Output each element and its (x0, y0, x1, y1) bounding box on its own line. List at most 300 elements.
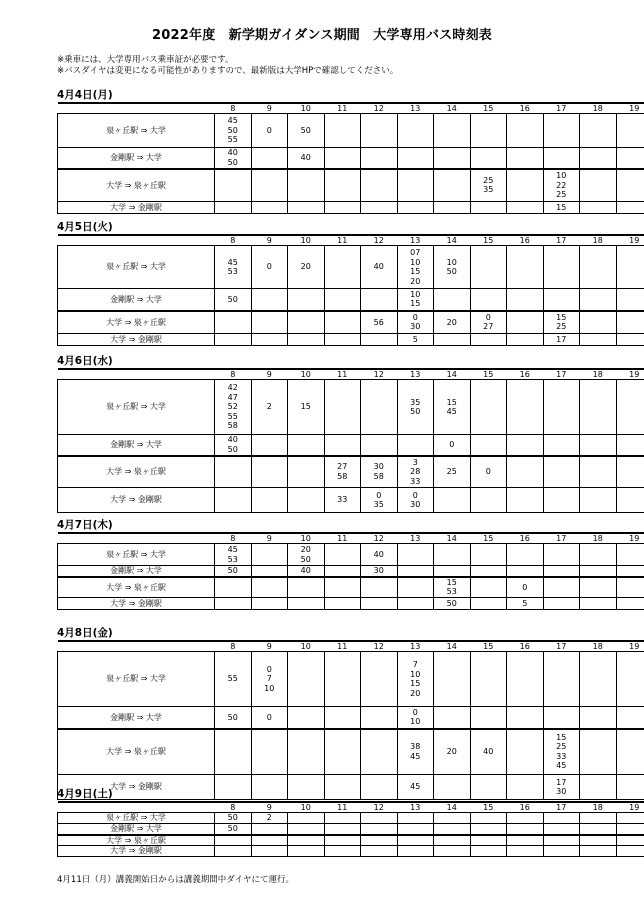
departure-cell (434, 566, 471, 577)
timetable (57, 234, 644, 346)
day-block (57, 89, 640, 214)
hour-header: 17 (543, 235, 580, 246)
departure-minute: 40 (300, 566, 311, 575)
hour-header: 13 (397, 802, 434, 813)
departure-cell (361, 148, 398, 169)
hour-header: 12 (361, 235, 398, 246)
departure-cell (507, 707, 544, 729)
departure-cell (397, 456, 434, 488)
departure-minute: 35 (373, 500, 384, 509)
departure-cell (580, 813, 617, 824)
departure-cell (470, 544, 507, 566)
hour-header-blank (58, 103, 215, 114)
route-univ-to-kongo: 大学 ⇒ 金剛駅 (58, 334, 215, 346)
footer-note: 4月11日（月）講義開始日からは講義期間中ダイヤにて運行。 (57, 875, 295, 885)
departure-cell (288, 652, 325, 707)
departure-cell (616, 456, 644, 488)
departure-minute: 20 (410, 688, 421, 698)
departure-minute: 27 (483, 322, 494, 332)
departure-cell (288, 488, 325, 513)
departure-cell (215, 311, 252, 334)
notes (57, 55, 398, 77)
departure-minute: 52 (227, 402, 238, 412)
departure-minute: 25 (556, 322, 567, 332)
departure-cell (288, 813, 325, 824)
departure-cell (215, 114, 252, 148)
departure-cell (324, 169, 361, 202)
departure-cell (361, 488, 398, 513)
departure-minute: 50 (300, 125, 311, 135)
departure-cell (324, 707, 361, 729)
departure-cell (288, 202, 325, 214)
departure-cell (361, 435, 398, 456)
departure-cell (543, 824, 580, 835)
route-univ-to-kongo: 大学 ⇒ 金剛駅 (58, 598, 215, 610)
departure-cell (580, 202, 617, 214)
departure-cell (470, 311, 507, 334)
departure-cell (507, 488, 544, 513)
departure-minute: 33 (556, 751, 567, 761)
departure-cell (397, 246, 434, 289)
departure-minute: 15 (446, 577, 457, 587)
departure-cell (397, 577, 434, 598)
departure-cell (543, 435, 580, 456)
departure-minute: 50 (227, 712, 238, 722)
departure-cell (507, 148, 544, 169)
departure-minute: 45 (227, 116, 238, 126)
departure-cell (543, 488, 580, 513)
departure-cell (507, 598, 544, 610)
departure-cell (361, 289, 398, 311)
departure-cell (434, 246, 471, 289)
departure-minute: 0 (266, 125, 272, 135)
hour-header: 9 (251, 235, 288, 246)
departure-cell (361, 598, 398, 610)
departure-cell (543, 813, 580, 824)
departure-minute: 0 (412, 312, 418, 322)
departure-cell (470, 148, 507, 169)
hour-header: 12 (361, 802, 398, 813)
departure-cell (288, 435, 325, 456)
departure-cell (324, 598, 361, 610)
table-row (58, 544, 644, 566)
route-univ-to-izumigaoka: 大学 ⇒ 泉ヶ丘駅 (58, 169, 215, 202)
hour-header: 8 (215, 641, 252, 652)
departure-cell (397, 334, 434, 346)
departure-cell (215, 456, 252, 488)
departure-cell (251, 707, 288, 729)
hour-header: 9 (251, 802, 288, 813)
departure-cell (288, 289, 325, 311)
departure-cell (507, 824, 544, 835)
departure-minute: 40 (483, 747, 494, 756)
departure-cell (324, 652, 361, 707)
departure-cell (251, 380, 288, 435)
day-block (57, 355, 640, 513)
departure-minute: 45 (410, 782, 421, 792)
departure-cell (361, 246, 398, 289)
departure-cell (616, 114, 644, 148)
hour-header: 15 (470, 641, 507, 652)
departure-cell (397, 824, 434, 835)
departure-cell (251, 824, 288, 835)
departure-cell (324, 456, 361, 488)
departure-minute: 7 (412, 660, 418, 669)
departure-cell (397, 169, 434, 202)
departure-cell (507, 456, 544, 488)
departure-minute: 25 (446, 467, 457, 476)
departure-cell (324, 148, 361, 169)
route-kongo-to-univ: 金剛駅 ⇒ 大学 (58, 707, 215, 729)
hour-header: 12 (361, 103, 398, 114)
departure-cell (543, 114, 580, 148)
departure-cell (397, 598, 434, 610)
route-univ-to-kongo: 大学 ⇒ 金剛駅 (58, 202, 215, 214)
hour-header: 11 (324, 641, 361, 652)
departure-cell (580, 456, 617, 488)
note-schedule-change: ※バスダイヤは変更になる可能性がありますので、最新版は大学HPで確認してください。 (57, 66, 399, 76)
departure-cell (543, 148, 580, 169)
table-row (58, 435, 644, 456)
departure-cell (507, 289, 544, 311)
departure-cell (616, 246, 644, 289)
departure-cell (507, 835, 544, 846)
departure-cell (434, 148, 471, 169)
departure-minute: 50 (446, 267, 457, 276)
departure-cell (543, 289, 580, 311)
departure-cell (324, 246, 361, 289)
hour-header: 8 (215, 533, 252, 544)
departure-cell (470, 566, 507, 577)
hour-header: 19 (616, 369, 644, 380)
hour-header: 11 (324, 103, 361, 114)
departure-cell (215, 729, 252, 775)
table-row (58, 846, 644, 857)
route-univ-to-kongo: 大学 ⇒ 金剛駅 (58, 775, 215, 800)
departure-cell (215, 835, 252, 846)
departure-cell (215, 813, 252, 824)
departure-cell (616, 824, 644, 835)
departure-cell (361, 334, 398, 346)
departure-minute: 15 (556, 312, 567, 322)
departure-cell (397, 435, 434, 456)
departure-minute: 0 (485, 467, 491, 476)
departure-cell (507, 114, 544, 148)
departure-cell (397, 311, 434, 334)
route-univ-to-izumigaoka: 大学 ⇒ 泉ヶ丘駅 (58, 456, 215, 488)
departure-minute: 38 (410, 742, 421, 752)
route-univ-to-izumigaoka: 大学 ⇒ 泉ヶ丘駅 (58, 311, 215, 334)
hour-header: 13 (397, 369, 434, 380)
departure-minute: 58 (373, 471, 384, 481)
departure-cell (215, 289, 252, 311)
departure-minute: 50 (227, 566, 238, 575)
departure-cell (215, 148, 252, 169)
departure-cell (215, 169, 252, 202)
departure-cell (215, 566, 252, 577)
departure-cell (616, 435, 644, 456)
departure-cell (434, 289, 471, 311)
departure-cell (215, 846, 252, 857)
table-row (58, 707, 644, 729)
hour-header: 18 (580, 641, 617, 652)
hour-header: 10 (288, 641, 325, 652)
departure-cell (397, 488, 434, 513)
table-row (58, 835, 644, 846)
departure-cell (397, 289, 434, 311)
departure-cell (288, 577, 325, 598)
departure-cell (251, 846, 288, 857)
route-kongo-to-univ: 金剛駅 ⇒ 大学 (58, 289, 215, 311)
departure-cell (361, 311, 398, 334)
departure-cell (543, 202, 580, 214)
departure-cell (324, 835, 361, 846)
departure-minute: 35 (410, 397, 421, 407)
hour-header: 18 (580, 103, 617, 114)
table-row (58, 824, 644, 835)
departure-minute: 20 (446, 747, 457, 756)
departure-cell (616, 813, 644, 824)
departure-cell (543, 456, 580, 488)
hour-header: 17 (543, 369, 580, 380)
table-row (58, 289, 644, 311)
departure-cell (215, 435, 252, 456)
departure-cell (470, 289, 507, 311)
hour-header: 16 (507, 369, 544, 380)
departure-cell (397, 813, 434, 824)
hour-header: 15 (470, 235, 507, 246)
hour-header: 19 (616, 641, 644, 652)
departure-cell (397, 202, 434, 214)
departure-cell (397, 114, 434, 148)
departure-minute: 50 (410, 407, 421, 416)
timetable (57, 532, 644, 610)
departure-cell (324, 435, 361, 456)
hour-header: 19 (616, 235, 644, 246)
departure-minute: 0 (522, 582, 528, 592)
hour-header: 17 (543, 641, 580, 652)
departure-cell (397, 707, 434, 729)
departure-cell (434, 544, 471, 566)
departure-minute: 40 (300, 153, 311, 162)
departure-cell (251, 114, 288, 148)
departure-cell (434, 334, 471, 346)
day-block (57, 519, 640, 610)
departure-cell (507, 334, 544, 346)
departure-cell (361, 114, 398, 148)
departure-minute: 50 (227, 444, 238, 454)
hour-header-row (58, 802, 644, 813)
departure-minute: 10 (556, 171, 567, 180)
route-kongo-to-univ: 金剛駅 ⇒ 大学 (58, 148, 215, 169)
departure-cell (543, 169, 580, 202)
departure-minute: 10 (446, 257, 457, 267)
hour-header: 9 (251, 369, 288, 380)
departure-cell (507, 544, 544, 566)
hour-header: 12 (361, 533, 398, 544)
departure-cell (361, 652, 398, 707)
departure-cell (361, 729, 398, 775)
departure-minute: 35 (483, 185, 494, 195)
departure-cell (470, 334, 507, 346)
departure-minute: 55 (227, 674, 238, 684)
route-univ-to-kongo: 大学 ⇒ 金剛駅 (58, 488, 215, 513)
departure-cell (215, 246, 252, 289)
departure-minute: 0 (412, 490, 418, 500)
departure-minute: 25 (483, 175, 494, 185)
departure-minute: 50 (227, 125, 238, 135)
departure-cell (507, 311, 544, 334)
departure-minute: 40 (373, 549, 384, 559)
hour-header: 19 (616, 533, 644, 544)
departure-cell (251, 246, 288, 289)
hour-header: 8 (215, 802, 252, 813)
departure-cell (507, 577, 544, 598)
departure-minute: 30 (556, 787, 567, 796)
timetable (57, 368, 644, 513)
departure-minute: 10 (410, 669, 421, 679)
departure-minute: 10 (410, 257, 421, 267)
departure-cell (324, 729, 361, 775)
departure-cell (580, 380, 617, 435)
departure-cell (215, 488, 252, 513)
table-row (58, 456, 644, 488)
departure-cell (616, 577, 644, 598)
departure-cell (470, 824, 507, 835)
day-label: 4月5日(火) (57, 221, 113, 233)
departure-minute: 20 (446, 317, 457, 327)
departure-cell (543, 566, 580, 577)
table-row (58, 577, 644, 598)
departure-cell (616, 652, 644, 707)
departure-cell (470, 246, 507, 289)
route-izumigaoka-to-univ: 泉ヶ丘駅 ⇒ 大学 (58, 813, 215, 824)
departure-cell (251, 598, 288, 610)
departure-cell (434, 435, 471, 456)
departure-minute: 53 (227, 267, 238, 276)
departure-cell (324, 544, 361, 566)
day-block (57, 788, 640, 857)
departure-cell (324, 380, 361, 435)
departure-cell (543, 598, 580, 610)
departure-cell (251, 488, 288, 513)
hour-header: 18 (580, 369, 617, 380)
table-row (58, 813, 644, 824)
departure-cell (580, 598, 617, 610)
departure-cell (215, 544, 252, 566)
route-izumigaoka-to-univ: 泉ヶ丘駅 ⇒ 大学 (58, 652, 215, 707)
departure-minute: 30 (410, 322, 421, 332)
departure-cell (470, 846, 507, 857)
departure-cell (288, 311, 325, 334)
departure-cell (580, 435, 617, 456)
departure-minute: 40 (373, 262, 384, 272)
departure-cell (434, 652, 471, 707)
departure-minute: 2 (266, 402, 272, 412)
departure-cell (397, 729, 434, 775)
hour-header-blank (58, 369, 215, 380)
departure-cell (324, 566, 361, 577)
departure-cell (361, 566, 398, 577)
departure-cell (361, 813, 398, 824)
table-row (58, 114, 644, 148)
departure-minute: 45 (227, 257, 238, 267)
departure-minute: 56 (373, 317, 384, 327)
departure-minute: 15 (410, 299, 421, 309)
departure-minute: 07 (410, 248, 421, 257)
hour-header: 8 (215, 103, 252, 114)
departure-cell (470, 835, 507, 846)
departure-cell (215, 652, 252, 707)
departure-cell (543, 544, 580, 566)
table-row (58, 202, 644, 214)
departure-cell (324, 488, 361, 513)
departure-cell (324, 311, 361, 334)
table-row (58, 488, 644, 513)
hour-header: 16 (507, 235, 544, 246)
departure-cell (215, 334, 252, 346)
route-izumigaoka-to-univ: 泉ヶ丘駅 ⇒ 大学 (58, 544, 215, 566)
departure-cell (324, 289, 361, 311)
departure-cell (251, 835, 288, 846)
departure-cell (616, 334, 644, 346)
hour-header: 13 (397, 533, 434, 544)
table-row (58, 566, 644, 577)
hour-header: 16 (507, 533, 544, 544)
departure-cell (215, 577, 252, 598)
departure-cell (288, 598, 325, 610)
hour-header: 9 (251, 103, 288, 114)
departure-cell (543, 652, 580, 707)
departure-cell (361, 380, 398, 435)
departure-cell (507, 169, 544, 202)
hour-header: 16 (507, 802, 544, 813)
table-row (58, 598, 644, 610)
hour-header: 11 (324, 802, 361, 813)
departure-cell (434, 707, 471, 729)
departure-cell (434, 813, 471, 824)
departure-cell (251, 544, 288, 566)
departure-minute: 0 (376, 490, 382, 500)
hour-header: 13 (397, 235, 434, 246)
departure-cell (507, 380, 544, 435)
departure-cell (434, 114, 471, 148)
hour-header: 10 (288, 369, 325, 380)
departure-cell (361, 835, 398, 846)
departure-minute: 55 (227, 135, 238, 145)
departure-cell (507, 246, 544, 289)
departure-cell (616, 311, 644, 334)
departure-cell (324, 824, 361, 835)
hour-header-blank (58, 533, 215, 544)
day-label: 4月6日(水) (57, 355, 113, 367)
departure-minute: 25 (556, 190, 567, 199)
departure-cell (543, 707, 580, 729)
departure-minute: 0 (266, 262, 272, 272)
hour-header: 14 (434, 641, 471, 652)
departure-minute: 50 (446, 598, 457, 608)
departure-cell (580, 334, 617, 346)
departure-minute: 0 (485, 312, 491, 322)
hour-header-blank (58, 641, 215, 652)
departure-cell (288, 169, 325, 202)
departure-cell (616, 380, 644, 435)
hour-header: 11 (324, 369, 361, 380)
table-row (58, 334, 644, 346)
departure-cell (288, 456, 325, 488)
departure-cell (616, 729, 644, 775)
departure-minute: 42 (227, 383, 238, 393)
